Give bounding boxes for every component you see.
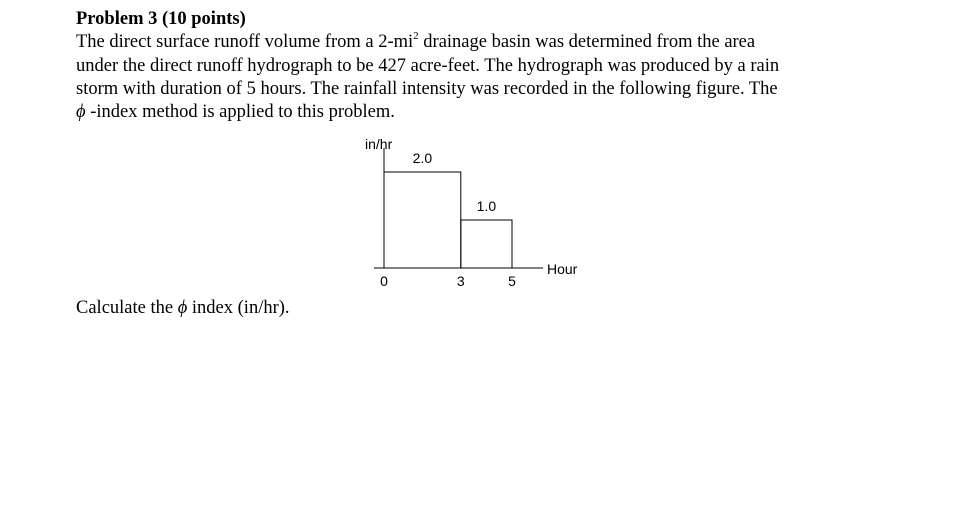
y-axis-label: in/hr (365, 136, 393, 152)
problem-line-2: under the direct runoff hydrograph to be 427 acre-feet. The hydrograph was produced by a rain (76, 55, 780, 76)
x-axis-label: Hour (547, 261, 578, 277)
question-text-rest: index (in/hr). (187, 298, 290, 318)
phi-symbol: ϕ (76, 102, 86, 123)
problem-line-4-text: -index method is applied to this problem. (85, 102, 395, 123)
ticks-layer (380, 273, 516, 289)
x-tick-label-5: 5 (508, 273, 516, 289)
problem-heading: Problem 3 (10 points) (76, 9, 246, 29)
question (76, 297, 290, 320)
x-tick-label-0: 0 (380, 273, 388, 289)
bar-value-label-1: 2.0 (412, 150, 433, 166)
rainfall-bar-2 (461, 220, 512, 268)
problem-line-3: storm with duration of 5 hours. The rainfall intensity was recorded in the following figure. The (76, 78, 778, 99)
problem-line-1-text: The direct surface runoff volume from a 2-mi (76, 32, 414, 53)
x-tick-label-3: 3 (456, 273, 465, 289)
question-phi-symbol: ϕ (177, 298, 188, 318)
bars-layer (384, 150, 512, 268)
bar-value-label-2: 1.0 (476, 198, 497, 214)
problem-line-1-rest: drainage basin was determined from the area (418, 32, 756, 53)
question-text: Calculate the (76, 298, 178, 318)
rainfall-bar-1 (384, 172, 461, 268)
area-unit-superscript: 2 (413, 30, 419, 43)
